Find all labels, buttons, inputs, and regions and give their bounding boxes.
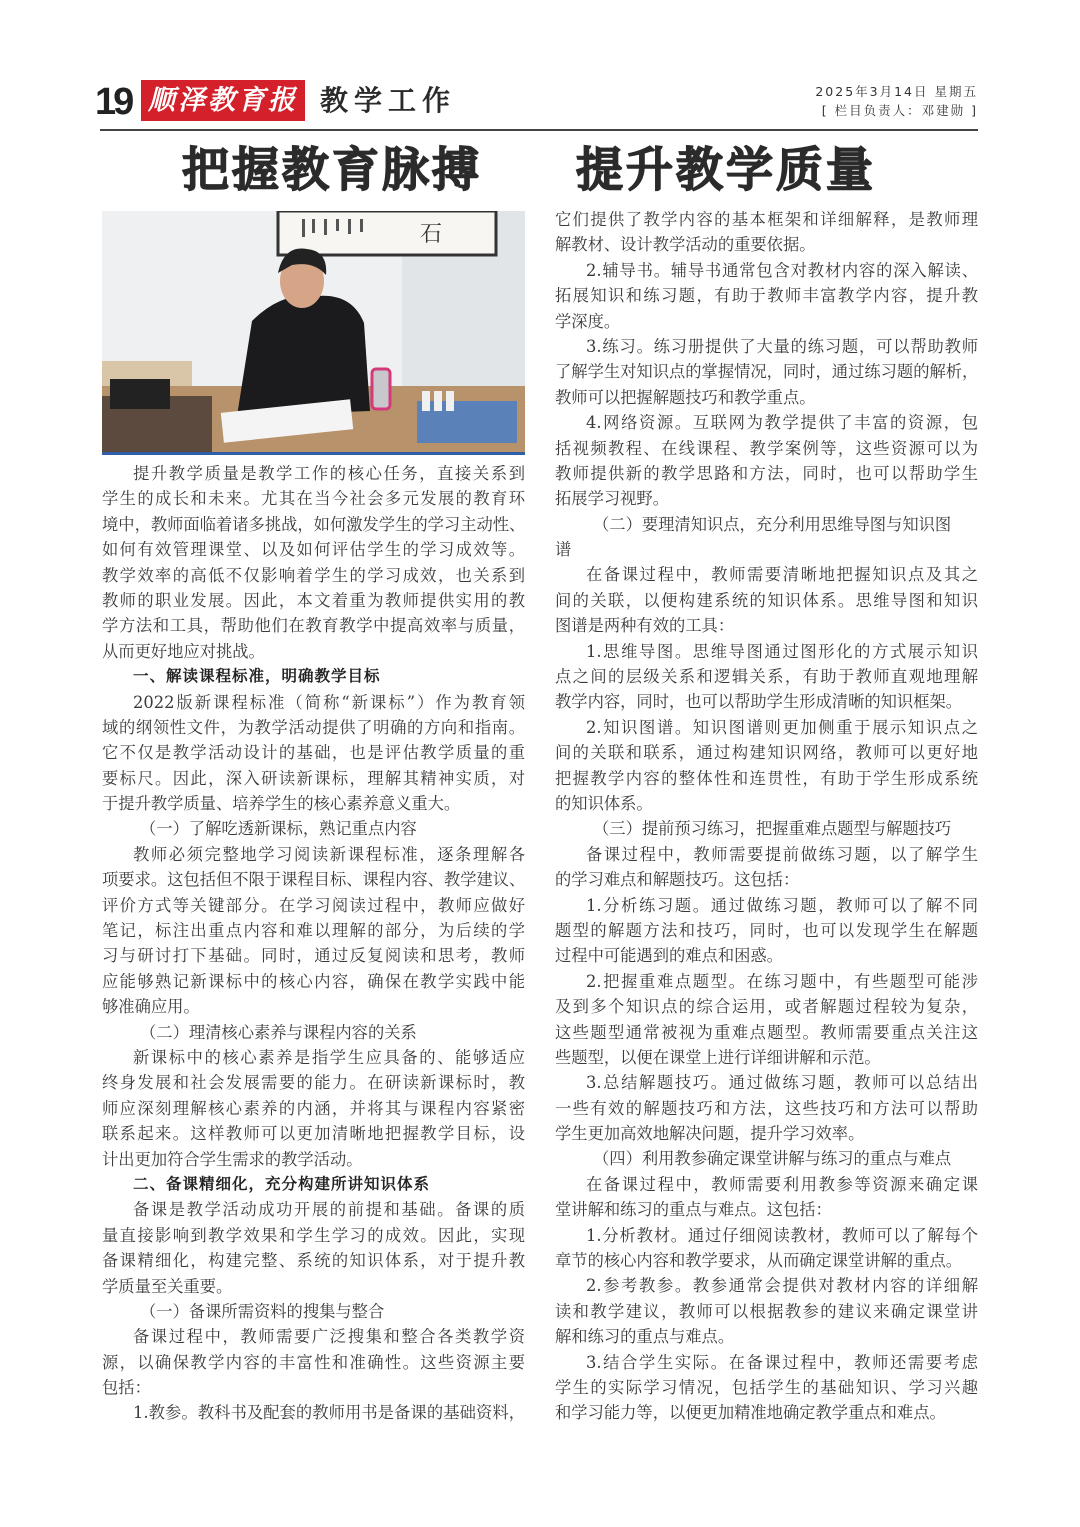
body-text-line: 教师提供新的教学思路和方法，同时，也可以帮助学生 <box>555 463 978 483</box>
body-text-line: 备课精细化，构建完整、系统的知识体系，对于提升教 <box>102 1251 525 1271</box>
headline-part-2: 提升教学质量 <box>576 143 876 198</box>
body-text-line: 在备课过程中，教师需要利用教参等资源来确定课 <box>586 1174 978 1194</box>
body-text-line: 于提升教学质量、培养学生的核心素养意义重大。 <box>102 794 461 814</box>
body-text-line: 及到多个知识点的综合运用，或者解题过程较为复杂， <box>555 997 978 1017</box>
body-text-line: 如何有效管理课堂、以及如何评估学生的学习成效等。 <box>102 540 525 560</box>
newspaper-masthead: 顺泽教育报 <box>141 80 305 121</box>
body-text-line: 应能够熟记新课标中的核心内容，确保在教学实践中能 <box>102 971 525 991</box>
body-text-line: 间的关联，以便构建系统的知识体系。思维导图和知识 <box>555 590 978 610</box>
body-text-line: 评价方式等关键部分。在学习阅读过程中，教师应做好 <box>102 895 525 915</box>
issue-date: 2025年3月14日 星期五 <box>815 84 978 99</box>
body-text-line: 包括： <box>102 1378 151 1398</box>
body-text-line: 括视频教程、在线课程、教学案例等，这些资源可以为 <box>555 438 978 458</box>
body-text-line: 教师必须完整地学习阅读新课程标准，逐条理解各 <box>133 844 525 864</box>
body-text-line: 源，以确保教学内容的丰富性和准确性。这些资源主要 <box>102 1352 525 1372</box>
header-divider <box>100 129 978 131</box>
article-photo <box>102 211 525 455</box>
body-text-line: 读和教学建议，教师可以根据教参的建议来确定课堂讲 <box>555 1301 978 1321</box>
body-text-line: 备课过程中，教师需要提前做练习题，以了解学生 <box>586 844 978 864</box>
body-text-line: 终身发展和社会发展需要的能力。在研读新课标时，教 <box>102 1073 525 1093</box>
body-text-line: 和学习能力等，以便更加精准地确定教学重点和难点。 <box>555 1403 946 1423</box>
body-text-line: 谱 <box>555 540 572 560</box>
body-text-line: 在备课过程中，教师需要清晰地把握知识点及其之 <box>586 565 978 585</box>
subsection-heading: （二）要理清知识点，充分利用思维导图与知识图 <box>593 514 952 534</box>
body-text-line: 学质量至关重要。 <box>102 1276 233 1296</box>
body-text-line: 学方法和工具，帮助他们在教育教学中提高效率与质量， <box>102 616 525 636</box>
body-text-line: 拓展学习视野。 <box>555 489 669 509</box>
body-text-line: 2.辅导书。辅导书通常包含对教材内容的深入解读、 <box>586 260 978 280</box>
body-text-line: 学深度。 <box>555 311 621 331</box>
body-text-line: 备课是教学活动成功开展的前提和基础。备课的质 <box>133 1200 525 1220</box>
body-text-line: 项要求。这包括但不限于课程目标、课程内容、教学建议、 <box>102 870 526 890</box>
article-column-right <box>555 207 978 1426</box>
body-text-line: 了解学生对知识点的掌握情况，同时，通过练习题的解析， <box>555 362 979 382</box>
column-editor: [ 栏目负责人：邓建勋 ] <box>821 103 978 118</box>
body-text-line: 域的纲领性文件，为教学活动提供了明确的方向和指南。 <box>102 717 525 737</box>
body-text-line: 3.总结解题技巧。通过做练习题，教师可以总结出 <box>586 1073 978 1093</box>
body-text-line: 它不仅是教学活动设计的基础，也是评估教学质量的重 <box>102 743 525 763</box>
body-text-line: 拓展知识和练习题，有助于教师丰富教学内容，提升教 <box>555 286 978 306</box>
body-text-line: 它们提供了教学内容的基本框架和详细解释，是教师理 <box>555 210 978 229</box>
body-text-line: 章节的核心内容和教学要求，从而确定课堂讲解的重点。 <box>555 1251 963 1271</box>
body-text-line: 4.网络资源。互联网为教学提供了丰富的资源，包 <box>586 413 978 433</box>
body-text-line: 教学内容，同时，也可以帮助学生形成清晰的知识框架。 <box>555 692 963 712</box>
issue-info <box>815 82 978 120</box>
body-text-line: 1.思维导图。思维导图通过图形化的方式展示知识 <box>586 641 978 661</box>
subsection-heading: （四）利用教参确定课堂讲解与练习的重点与难点 <box>593 1149 952 1169</box>
article-column-left <box>102 461 525 1426</box>
body-text-line: 要标尺。因此，深入研读新课标，理解其精神实质，对 <box>102 768 525 788</box>
section-heading: 一、解读课程标准，明确教学目标 <box>133 667 381 686</box>
body-text-line: 1.分析教材。通过仔细阅读教材，教师可以了解每个 <box>586 1225 978 1245</box>
body-text-line: 3.结合学生实际。在备课过程中，教师还需要考虑 <box>586 1352 978 1372</box>
svg-text:石: 石 <box>420 222 443 247</box>
body-text-line: 把握教学内容的整体性和连贯性，有助于学生形成系统 <box>555 768 978 788</box>
body-text-line: 2.知识图谱。知识图谱则更加侧重于展示知识点之 <box>586 717 978 737</box>
body-text-line: 的学习难点和解题技巧。这包括： <box>555 870 800 890</box>
subsection-heading: （二）理清核心素养与课程内容的关系 <box>140 1022 417 1042</box>
body-text-line: 堂讲解和练习的重点与难点。这包括： <box>555 1200 832 1220</box>
body-text-line: 图谱是两种有效的工具： <box>555 616 735 636</box>
subsection-heading: （一）了解吃透新课标，熟记重点内容 <box>140 819 417 839</box>
body-text-line: 学生更加高效地解决问题，提升学习效率。 <box>555 1124 865 1144</box>
body-text-line: 点之间的层级关系和逻辑关系，有助于教师直观地理解 <box>555 667 978 687</box>
body-text-line: 教学效率的高低不仅影响着学生的学习成效，也关系到 <box>102 565 525 585</box>
body-text-line: 新课标中的核心素养是指学生应具备的、能够适应 <box>133 1047 525 1067</box>
body-text-line: 师应深刻理解核心素养的内涵，并将其与课程内容紧密 <box>102 1098 525 1118</box>
body-text-line: 习与研讨打下基础。同时，通过反复阅读和思考，教师 <box>102 946 525 966</box>
body-text-line: 间的关联和联系，通过构建知识网络，教师可以更好地 <box>555 743 978 763</box>
body-text-line: 1.教参。教科书及配套的教师用书是备课的基础资料， <box>133 1403 525 1423</box>
body-text-line: 3.练习。练习册提供了大量的练习题，可以帮助教师 <box>586 336 978 356</box>
body-text-line: 从而更好地应对挑战。 <box>102 641 265 661</box>
body-text-line: 够准确应用。 <box>102 997 200 1017</box>
body-text-line: 解教材、设计教学活动的重要依据。 <box>555 235 816 255</box>
body-text-line: 解和练习的重点与难点。 <box>555 1327 735 1347</box>
body-text-line: 学生的成长和未来。尤其在当今社会多元发展的教育环 <box>102 489 525 509</box>
body-text-line: 笔记，标注出重点内容和难以理解的部分，为后续的学 <box>102 921 525 941</box>
body-text-line: 计出更加符合学生需求的教学活动。 <box>102 1149 363 1169</box>
body-text-line: 联系起来。这样教师可以更加清晰地把握教学目标，设 <box>102 1124 525 1144</box>
body-text-line: 2.参考教参。教参通常会提供对教材内容的详细解 <box>586 1276 978 1296</box>
body-text-line: 的知识体系。 <box>555 793 653 813</box>
body-text-line: 学生的实际学习情况，包括学生的基础知识、学习兴趣 <box>555 1377 978 1397</box>
body-text-line: 2.把握重难点题型。在练习题中，有些题型可能涉 <box>586 971 978 991</box>
body-text-line: 这些题型通常被视为重难点题型。教师需要重点关注这 <box>555 1022 978 1042</box>
body-text-line: 些题型，以便在课堂上进行详细讲解和示范。 <box>555 1047 881 1067</box>
body-text-line: 备课过程中，教师需要广泛搜集和整合各类教学资 <box>133 1327 525 1347</box>
body-text-line: 2022版新课程标准（简称“新课标”）作为教育领 <box>133 692 525 712</box>
body-text-line: 境中，教师面临着诸多挑战，如何激发学生的学习主动性、 <box>102 514 526 534</box>
section-title: 教学工作 <box>320 84 457 117</box>
body-text-line: 一些有效的解题技巧和方法，这些技巧和方法可以帮助 <box>555 1098 978 1118</box>
body-text-line: 题型的解题方法和技巧，同时，也可以发现学生在解题 <box>555 920 978 940</box>
body-text-line: 提升教学质量是教学工作的核心任务，直接关系到 <box>133 464 525 483</box>
section-heading: 二、备课精细化，充分构建所讲知识体系 <box>133 1174 431 1193</box>
body-text-line: 教师可以把握解题技巧和教学重点。 <box>555 387 816 407</box>
headline-part-1: 把握教育脉搏 <box>182 143 482 198</box>
body-text-line: 量直接影响到教学效果和学生学习的成效。因此，实现 <box>102 1225 525 1245</box>
body-text-line: 过程中可能遇到的难点和困惑。 <box>555 946 783 966</box>
body-text-line: 1.分析练习题。通过做练习题，教师可以了解不同 <box>586 895 978 915</box>
teacher-at-desk-illustration <box>102 211 525 455</box>
subsection-heading: （三）提前预习练习，把握重难点题型与解题技巧 <box>593 819 952 839</box>
subsection-heading: （一）备课所需资料的搜集与整合 <box>140 1301 385 1321</box>
page-number: 19 <box>95 81 132 123</box>
body-text-line: 教师的职业发展。因此，本文着重为教师提供实用的教 <box>102 590 525 610</box>
